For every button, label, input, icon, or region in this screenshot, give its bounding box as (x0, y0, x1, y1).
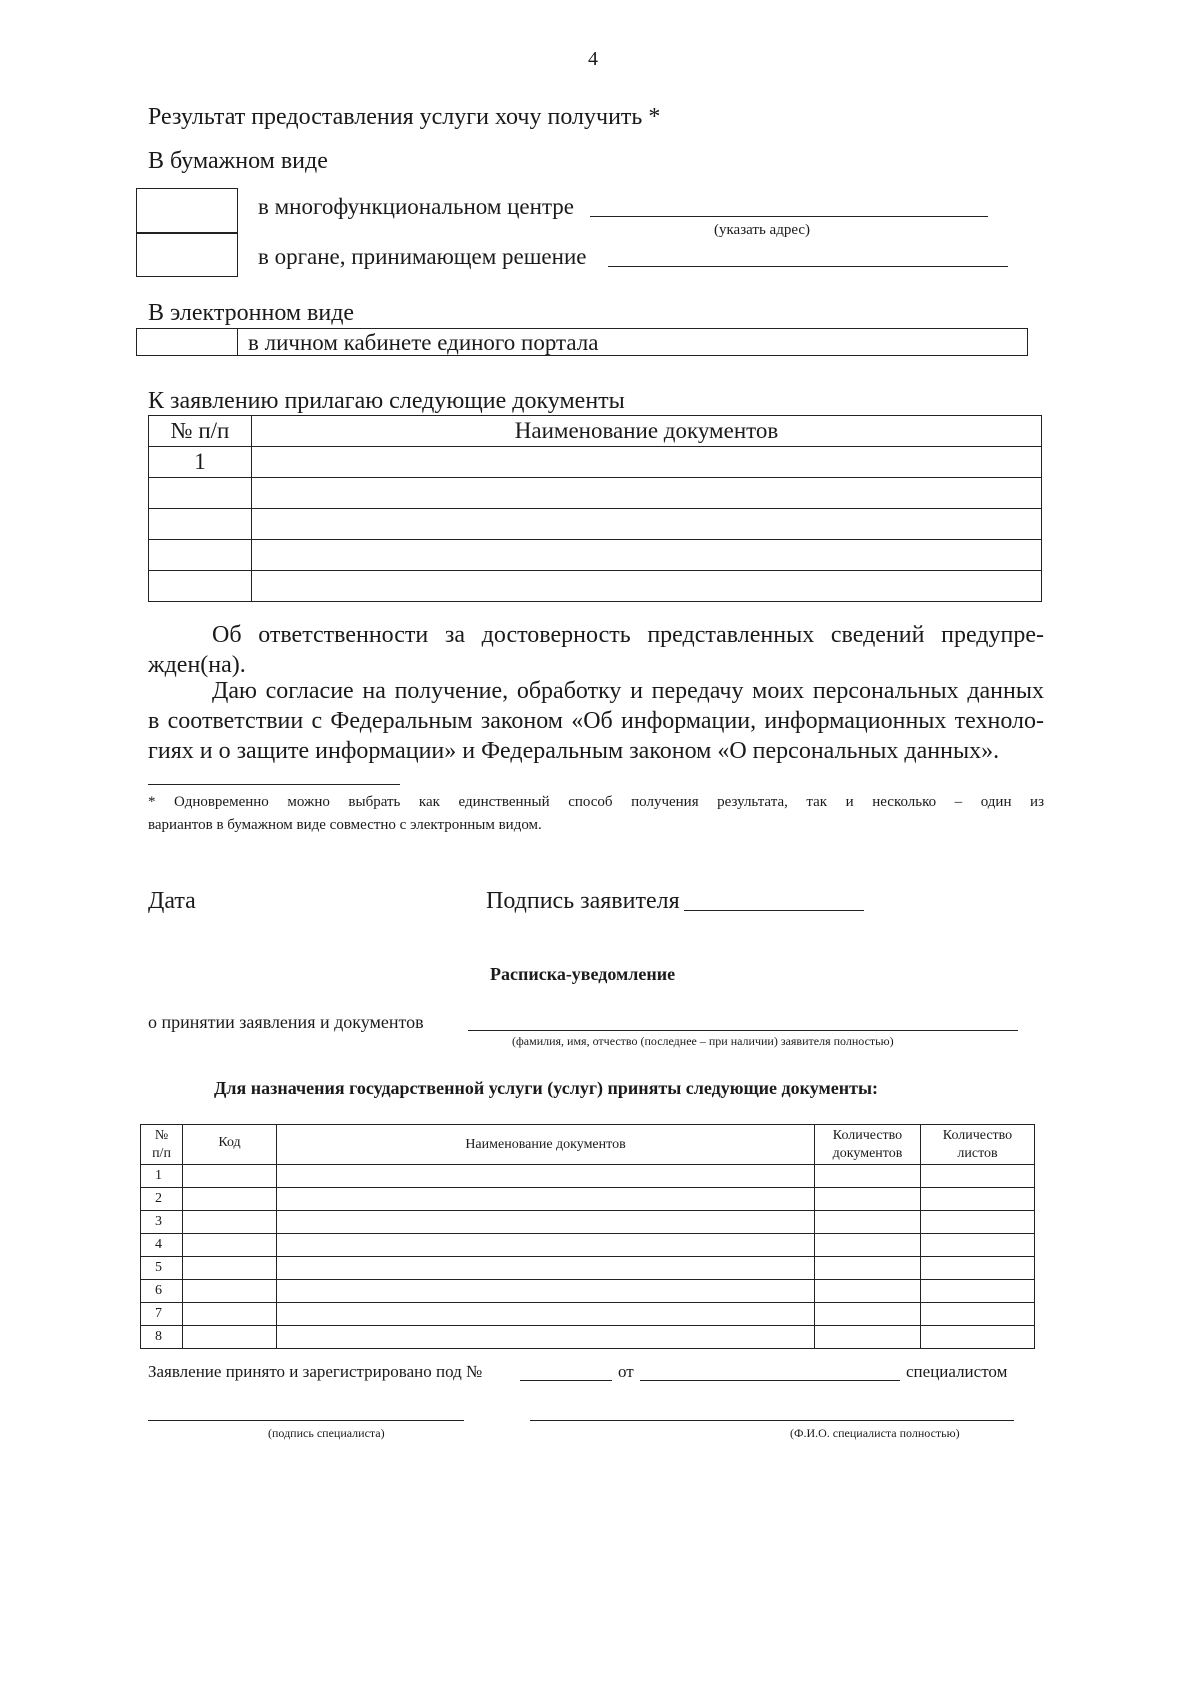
table-row (149, 447, 1042, 478)
table-row (149, 571, 1042, 602)
count-sheets-cell[interactable] (921, 1165, 1035, 1188)
specialist-name-field[interactable] (530, 1420, 1014, 1421)
table-row (141, 1211, 1035, 1234)
col-num-header-line1: № (154, 1127, 169, 1143)
receipt-title: Расписка-уведомление (490, 964, 676, 984)
applicant-signature-field[interactable] (684, 910, 864, 911)
document-name-cell[interactable] (252, 540, 1042, 571)
row-number: 6 (141, 1280, 183, 1303)
consent-line2: в соответствии с Федеральным законом «Об информации, информационных техноло- (148, 708, 1044, 734)
table-row (149, 478, 1042, 509)
row-number: 8 (141, 1326, 183, 1349)
specialist-name-hint: (Ф.И.О. специалиста полностью) (790, 1426, 960, 1440)
col-name-header: Наименование документов (277, 1125, 815, 1165)
count-docs-cell[interactable] (815, 1234, 921, 1257)
count-docs-cell[interactable] (815, 1211, 921, 1234)
row-number: 4 (141, 1234, 183, 1257)
row-number (149, 509, 252, 540)
col-num-header: № п/п (149, 416, 252, 447)
option-organ-label: в органе, принимающем решение (258, 244, 587, 269)
table-row (141, 1188, 1035, 1211)
count-sheets-cell[interactable] (921, 1326, 1035, 1349)
address-hint: (указать адрес) (714, 222, 811, 238)
table-row (141, 1234, 1035, 1257)
col-name-header: Наименование документов (252, 416, 1042, 447)
table-header-row (149, 416, 1042, 447)
specialist-label: специалистом (906, 1362, 1008, 1381)
accepted-label: о принятии заявления и документов (148, 1012, 424, 1032)
signature-label: Подпись заявителя (486, 888, 680, 914)
registration-number-field[interactable] (520, 1380, 612, 1381)
date-label: Дата (148, 888, 196, 914)
code-cell[interactable] (183, 1303, 277, 1326)
docs-heading: Для назначения государственной услуги (услуг) приняты следующие документы: (214, 1078, 878, 1098)
row-number (149, 478, 252, 509)
specialist-signature-hint: (подпись специалиста) (268, 1426, 385, 1440)
document-name-cell[interactable] (277, 1303, 815, 1326)
portal-checkbox[interactable] (136, 328, 238, 356)
code-cell[interactable] (183, 1211, 277, 1234)
count-docs-cell[interactable] (815, 1303, 921, 1326)
count-docs-cell[interactable] (815, 1326, 921, 1349)
code-cell[interactable] (183, 1165, 277, 1188)
mfc-address-field[interactable] (590, 216, 988, 217)
count-sheets-cell[interactable] (921, 1257, 1035, 1280)
row-number: 5 (141, 1257, 183, 1280)
document-name-cell[interactable] (277, 1280, 815, 1303)
document-name-cell[interactable] (252, 447, 1042, 478)
document-name-cell[interactable] (252, 478, 1042, 509)
table-row (141, 1280, 1035, 1303)
liability-line2: жден(на). (148, 652, 246, 678)
accepted-docs-table (140, 1124, 1035, 1349)
liability-line1: Об ответственности за достоверность представленных сведений предупре- (212, 622, 1044, 648)
registration-date-field[interactable] (640, 1380, 900, 1381)
mfc-checkbox[interactable] (136, 188, 238, 234)
consent-line1: Даю согласие на получение, обработку и передачу моих персональных данных (212, 678, 1044, 704)
code-cell[interactable] (183, 1188, 277, 1211)
table-header-row (141, 1125, 1035, 1165)
col-code-header: Код (183, 1125, 277, 1165)
page-number: 4 (588, 48, 598, 70)
col-num-header (141, 1125, 183, 1165)
col-count-docs-line1: Количество (832, 1127, 903, 1143)
col-num-header-line2: п/п (152, 1145, 171, 1161)
table-row (141, 1165, 1035, 1188)
document-name-cell[interactable] (277, 1326, 815, 1349)
table-row (149, 509, 1042, 540)
count-docs-cell[interactable] (815, 1257, 921, 1280)
code-cell[interactable] (183, 1234, 277, 1257)
count-sheets-cell[interactable] (921, 1280, 1035, 1303)
organ-address-field[interactable] (608, 266, 1008, 267)
applicant-name-hint: (фамилия, имя, отчество (последнее – при наличии) заявителя полностью) (512, 1034, 894, 1048)
row-number (149, 540, 252, 571)
row-number: 3 (141, 1211, 183, 1234)
attachments-heading: К заявлению прилагаю следующие документы (148, 388, 625, 414)
footnote-line1: * Одновременно можно выбрать как единственный способ получения результата, так и несколько – один из (148, 794, 1044, 810)
applicant-name-field[interactable] (468, 1030, 1018, 1031)
option-mfc-label: в многофункциональном центре (258, 194, 574, 219)
count-docs-cell[interactable] (815, 1280, 921, 1303)
col-count-sheets-line1: Количество (942, 1127, 1013, 1143)
row-number: 1 (149, 447, 252, 478)
specialist-signature-field[interactable] (148, 1420, 464, 1421)
organ-checkbox[interactable] (136, 232, 238, 277)
document-name-cell[interactable] (252, 509, 1042, 540)
count-sheets-cell[interactable] (921, 1211, 1035, 1234)
row-number: 2 (141, 1188, 183, 1211)
footnote-divider (148, 784, 400, 785)
row-number: 1 (141, 1165, 183, 1188)
paper-heading: В бумажном виде (148, 148, 328, 174)
col-count-docs-line2: документов (832, 1145, 903, 1161)
footnote-line2: вариантов в бумажном виде совместно с электронным видом. (148, 817, 542, 833)
document-name-cell[interactable] (277, 1165, 815, 1188)
attachments-table (148, 415, 1042, 602)
document-name-cell[interactable] (277, 1188, 815, 1211)
code-cell[interactable] (183, 1280, 277, 1303)
code-cell[interactable] (183, 1257, 277, 1280)
count-sheets-cell[interactable] (921, 1234, 1035, 1257)
row-number (149, 571, 252, 602)
count-sheets-cell[interactable] (921, 1303, 1035, 1326)
option-portal-label: в личном кабинете единого портала (248, 330, 599, 355)
document-name-cell[interactable] (277, 1257, 815, 1280)
count-docs-cell[interactable] (815, 1165, 921, 1188)
document-name-cell[interactable] (252, 571, 1042, 602)
registered-label: Заявление принято и зарегистрировано под № (148, 1362, 483, 1381)
col-count-sheets-header (921, 1125, 1035, 1165)
code-cell[interactable] (183, 1326, 277, 1349)
document-name-cell[interactable] (277, 1234, 815, 1257)
col-count-sheets-line2: листов (957, 1145, 998, 1161)
count-sheets-cell[interactable] (921, 1188, 1035, 1211)
from-label: от (618, 1362, 634, 1381)
table-row (141, 1303, 1035, 1326)
table-row (141, 1257, 1035, 1280)
row-number: 7 (141, 1303, 183, 1326)
result-heading: Результат предоставления услуги хочу получить * (148, 104, 661, 130)
consent-line3: гиях и о защите информации» и Федеральным законом «О персональных данных». (148, 738, 1000, 764)
document-name-cell[interactable] (277, 1211, 815, 1234)
count-docs-cell[interactable] (815, 1188, 921, 1211)
electronic-heading: В электронном виде (148, 300, 355, 326)
col-count-docs-header (815, 1125, 921, 1165)
table-row (149, 540, 1042, 571)
table-row (141, 1326, 1035, 1349)
